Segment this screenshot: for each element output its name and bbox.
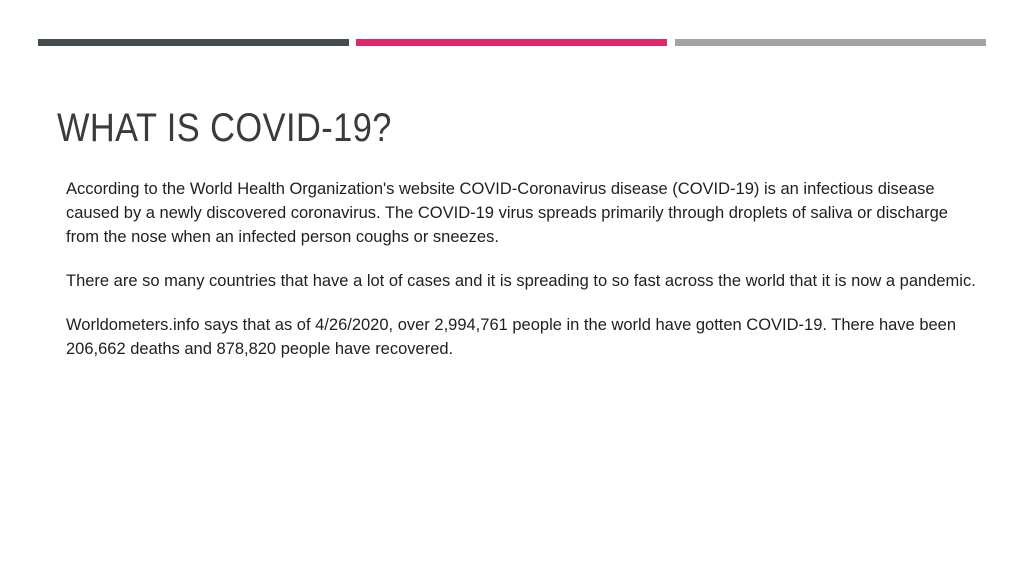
accent-bar-dark	[38, 39, 349, 46]
accent-bar-pink	[356, 39, 667, 46]
paragraph-who-definition: According to the World Health Organization's website COVID-Coronavirus disease (COVID-19) is an infectious disease caused by a newly discovered coronavirus. The COVID-19 virus spreads primarily through droplets of saliva or discharge from the nose when an infected person coughs or sneezes.	[66, 180, 948, 246]
accent-bar-gray	[675, 39, 986, 46]
paragraph-pandemic: There are so many countries that have a lot of cases and it is spreading to so fast across the world that it is now a pandemic.	[66, 272, 976, 290]
paragraph-statistics: Worldometers.info says that as of 4/26/2020, over 2,994,761 people in the world have gotten COVID-19. There have been 206,662 deaths and 878,820 people have recovered.	[66, 316, 957, 358]
header-accent-bars	[38, 39, 986, 46]
slide-body	[66, 177, 981, 381]
slide-title: WHAT IS COVID-19?	[57, 106, 392, 150]
